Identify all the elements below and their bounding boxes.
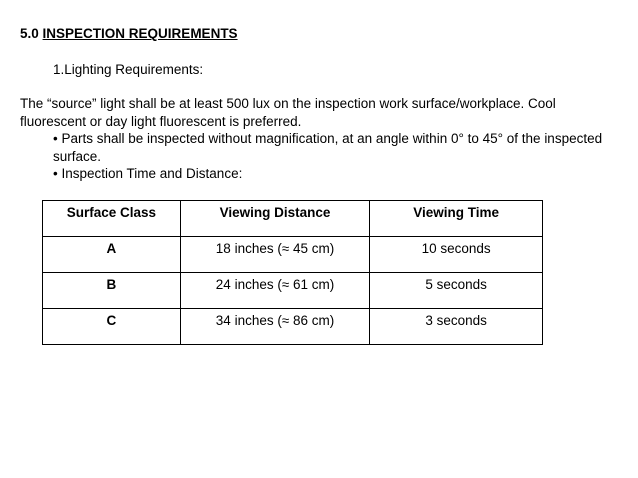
- section-heading: [20, 26, 238, 41]
- lighting-requirements-subheading: 1.Lighting Requirements:: [53, 62, 204, 77]
- header-viewing-time: Viewing Time: [370, 201, 543, 237]
- viewing-distance-cell: 24 inches (≈ 61 cm): [180, 273, 370, 309]
- magnification-bullet: • Parts shall be inspected without magnification, at an angle within 0° to 45° of the inspected surface.: [53, 131, 603, 164]
- surface-class-cell: C: [43, 309, 181, 345]
- table-header-row: [43, 201, 543, 237]
- viewing-time-cell: 10 seconds: [370, 237, 543, 273]
- section-title: INSPECTION REQUIREMENTS: [42, 26, 238, 41]
- section-number: 5.0: [20, 26, 39, 41]
- viewing-time-cell: 3 seconds: [370, 309, 543, 345]
- light-source-paragraph: The “source” light shall be at least 500 lux on the inspection work surface/workplace. Cool fluorescent or day light fluorescent is preferred.: [20, 96, 556, 129]
- time-distance-bullet: • Inspection Time and Distance:: [53, 166, 243, 181]
- requirements-bullet-list: [53, 130, 623, 183]
- surface-class-cell: B: [43, 273, 181, 309]
- viewing-distance-cell: 34 inches (≈ 86 cm): [180, 309, 370, 345]
- header-surface-class: Surface Class: [43, 201, 181, 237]
- table-row: [43, 237, 543, 273]
- table-row: [43, 309, 543, 345]
- header-viewing-distance: Viewing Distance: [180, 201, 370, 237]
- surface-class-cell: A: [43, 237, 181, 273]
- viewing-distance-cell: 18 inches (≈ 45 cm): [180, 237, 370, 273]
- inspection-time-distance-table: [42, 200, 543, 345]
- viewing-time-cell: 5 seconds: [370, 273, 543, 309]
- table-row: [43, 273, 543, 309]
